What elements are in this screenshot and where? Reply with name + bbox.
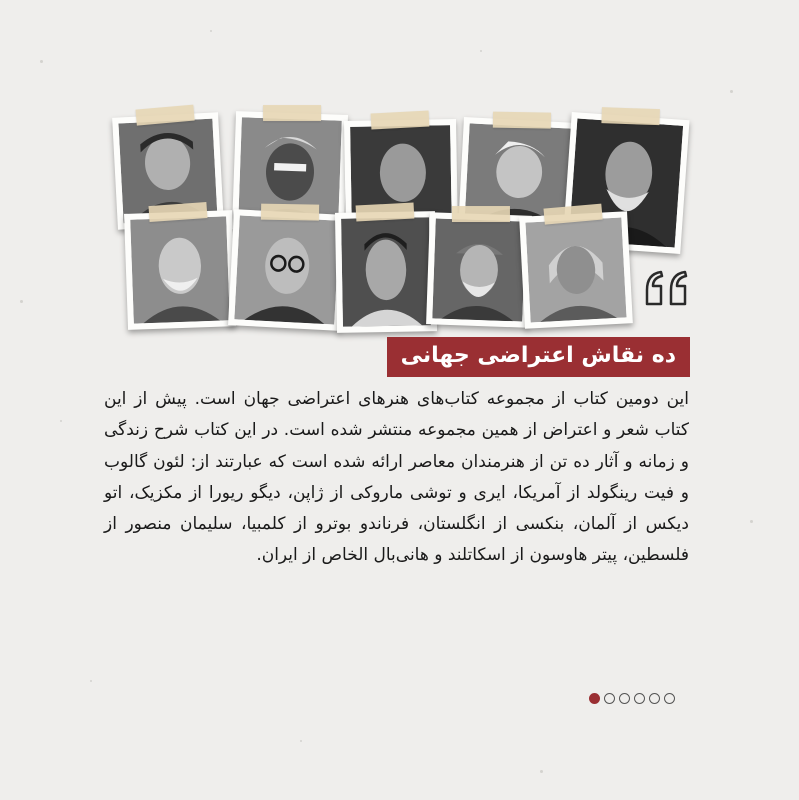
pagination-dot-3[interactable] — [619, 693, 630, 704]
portrait-7 — [228, 209, 346, 331]
tape — [261, 204, 319, 221]
pagination-dot-5[interactable] — [649, 693, 660, 704]
tape — [356, 203, 415, 222]
portrait-10 — [519, 211, 633, 328]
pagination-dot-1[interactable] — [589, 693, 600, 704]
pagination-dot-4[interactable] — [634, 693, 645, 704]
pagination-dots — [589, 693, 689, 707]
portrait-9 — [426, 212, 532, 327]
portrait-8 — [335, 211, 437, 333]
tape — [452, 206, 510, 222]
pagination-dot-2[interactable] — [604, 693, 615, 704]
pagination-dot-6[interactable] — [664, 693, 675, 704]
quote-icon — [641, 268, 693, 312]
tape — [601, 107, 660, 125]
body-paragraph: این دومین کتاب از مجموعه کتاب‌های هنرهای اعتراضی جهان است. پیش از این کتاب شعر و اعتراض از همین مجموعه منتشر شده است. در این کتاب شرح زندگی و زمانه و آثار ده تن از هنرمندان معاصر ارائه شده است که عبارتند از: لئون گالوب و فیت رینگولد از آمریکا، ایری و توشی ماروکی از ژاپن، دیگو ریورا از مکزیک، اتو دیکس از آلمان، بنکسی از انگلستان، فرناندو بوترو از کلمبیا، سلیمان منصور از فلسطین، پیتر هاوسون از اسکاتلند و هانی‌بال الخاص از ایران. — [104, 389, 689, 566]
tape — [371, 111, 430, 130]
portrait-6 — [124, 210, 236, 330]
tape — [263, 105, 321, 121]
tape — [493, 112, 551, 129]
page-title: ده نقاش اعتراضی جهانی — [387, 337, 690, 377]
